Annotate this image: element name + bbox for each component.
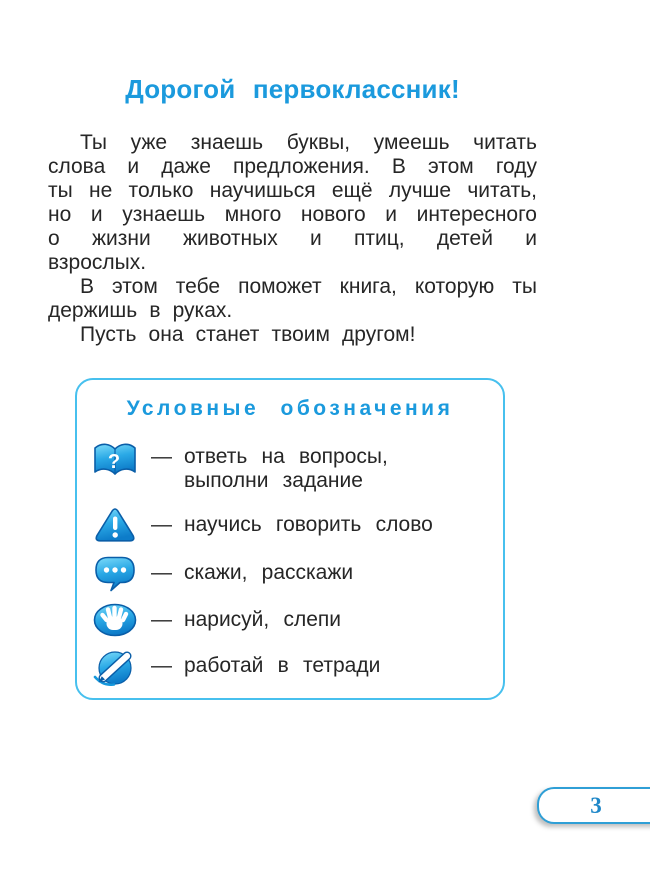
legend-dash: — [151,445,172,468]
legend-item-learn-word [93,505,503,545]
text-line: Ты уже знаешь буквы, умеешь читать [80,131,537,154]
legend-dash: — [151,608,172,631]
text-line: о жизни животных и птиц, детей и [48,227,537,250]
text-line: слова и даже предложения. В этом году [48,155,537,178]
text-line: ты не только научишься ещё лучше читать, [48,179,537,202]
text-line: держишь в руках. [48,299,233,322]
legend-item-label: нарисуй, слепи [184,608,342,631]
legend-item-answer-questions [93,440,503,493]
legend-title: Условные обозначения [126,397,454,420]
text-line: В этом тебе поможет книга, которую ты [80,275,537,298]
legend-item-draw [93,600,503,640]
hand-icon [93,600,137,640]
legend-item-label-line1: ответь на вопросы, [184,445,388,468]
text-line: Пусть она станет твоим другом! [80,323,416,346]
legend-item-label-line2: выполни задание [184,469,363,492]
text-line: взрослых. [48,251,147,274]
text-line: но и узнаешь много нового и интересного [48,203,537,226]
speech-bubble-icon [93,553,137,593]
legend-box [75,378,505,700]
warning-exclamation-icon [93,505,137,545]
intro-text [48,131,537,347]
legend-dash: — [151,654,172,677]
page-number: 3 [590,792,602,818]
legend-dash: — [151,561,172,584]
legend-item-notebook [93,646,503,686]
legend-item-label: скажи, расскажи [184,561,354,584]
open-book-question-icon [93,440,137,480]
legend-dash: — [151,513,172,536]
svg-text:?: ? [107,451,121,473]
pen-notebook-icon [93,646,137,686]
legend-item-label [184,445,388,493]
page-number-tab [537,787,650,824]
page-title: Дорогой первоклассник! [125,74,460,104]
legend-item-tell [93,553,503,593]
legend-item-label: научись говорить слово [184,513,433,536]
legend-item-label: работай в тетради [184,654,381,677]
